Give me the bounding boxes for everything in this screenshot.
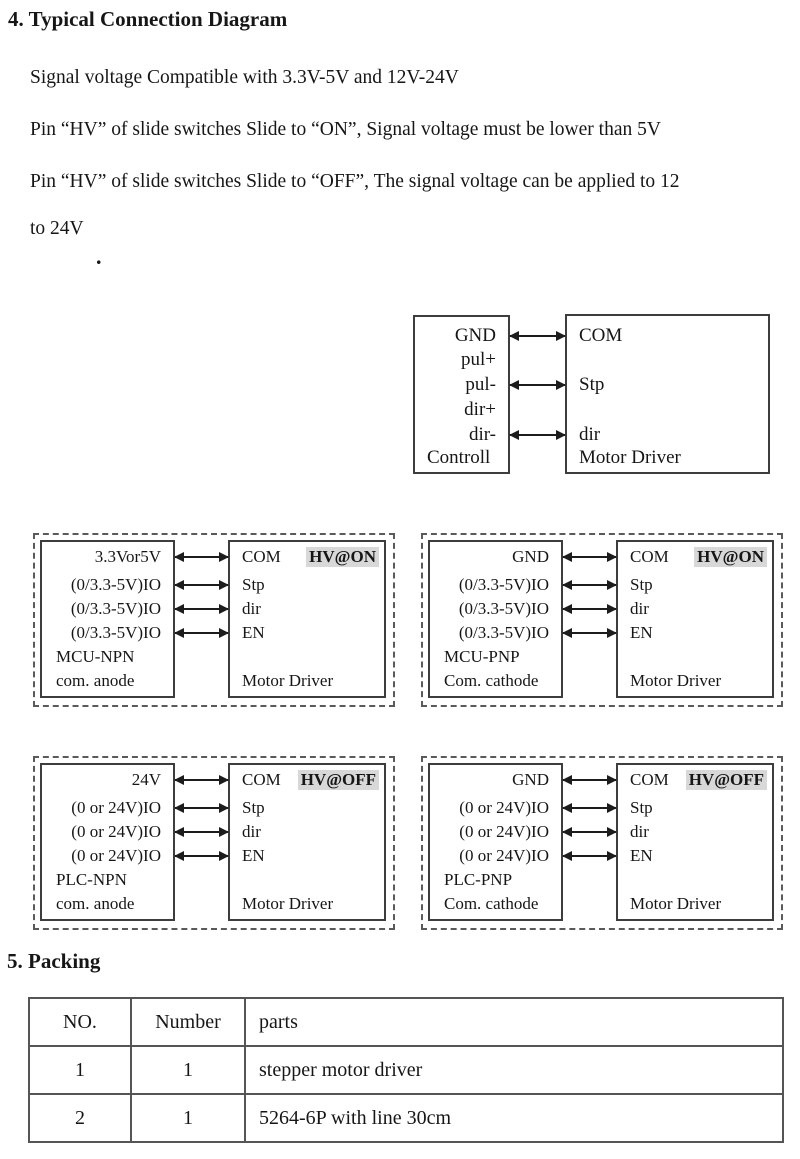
cell-number: 1 bbox=[131, 1094, 245, 1142]
double-arrow-icon bbox=[563, 632, 616, 634]
hv-mode-badge: HV@ON bbox=[306, 547, 379, 567]
cell-parts: 5264-6P with line 30cm bbox=[245, 1094, 783, 1142]
motor-driver-label: Motor Driver bbox=[242, 894, 334, 913]
driver-pin-com: COM bbox=[242, 770, 281, 789]
source-wiring-label: com. anode bbox=[56, 894, 135, 913]
driver-pin-en: EN bbox=[630, 623, 653, 642]
driver-pin-dir: dir bbox=[242, 822, 261, 841]
source-pin: (0 or 24V)IO bbox=[71, 846, 161, 865]
motor-driver-box bbox=[565, 314, 770, 474]
double-arrow-icon bbox=[175, 556, 228, 558]
col-header-parts: parts bbox=[245, 998, 783, 1046]
driver-pin-com: COM bbox=[242, 547, 281, 566]
driver-pin-com: COM bbox=[579, 325, 623, 346]
table-header-row bbox=[29, 998, 783, 1046]
source-pin: (0/3.3-5V)IO bbox=[458, 599, 549, 618]
diagram-plc-pnp bbox=[421, 756, 783, 930]
double-arrow-icon bbox=[563, 831, 616, 833]
source-box bbox=[40, 540, 175, 698]
double-arrow-icon bbox=[175, 584, 228, 586]
controller-pin-pul-plus: pul+ bbox=[461, 349, 496, 370]
source-pin: (0/3.3-5V)IO bbox=[458, 575, 549, 594]
source-box bbox=[428, 763, 563, 921]
double-arrow-icon bbox=[510, 384, 565, 386]
source-box bbox=[40, 763, 175, 921]
source-pin: (0/3.3-5V)IO bbox=[458, 623, 549, 642]
source-box bbox=[428, 540, 563, 698]
motor-driver-label: Motor Driver bbox=[630, 894, 722, 913]
source-wiring-label: Com. cathode bbox=[444, 894, 539, 913]
source-wiring-label: com. anode bbox=[56, 671, 135, 690]
source-pin: (0 or 24V)IO bbox=[459, 822, 549, 841]
section5-heading: 5. Packing bbox=[7, 949, 101, 973]
source-pin: (0 or 24V)IO bbox=[71, 798, 161, 817]
double-arrow-icon bbox=[563, 807, 616, 809]
double-arrow-icon bbox=[563, 556, 616, 558]
intro-line: to 24V bbox=[30, 218, 84, 239]
diagram-mcu-npn bbox=[33, 533, 395, 707]
driver-pin-en: EN bbox=[242, 846, 265, 865]
cell-no: 2 bbox=[29, 1094, 131, 1142]
motor-driver-label: Motor Driver bbox=[242, 671, 334, 690]
double-arrow-icon bbox=[175, 608, 228, 610]
driver-pin-stp: Stp bbox=[630, 575, 653, 594]
motor-driver-box bbox=[228, 540, 386, 698]
controller-box bbox=[413, 315, 510, 474]
source-type-label: MCU-NPN bbox=[56, 647, 135, 666]
double-arrow-icon bbox=[175, 807, 228, 809]
driver-pin-com: COM bbox=[630, 770, 669, 789]
driver-pin-stp: Stp bbox=[242, 575, 265, 594]
intro-line: Pin “HV” of slide switches Slide to “OFF”, The signal voltage can be applied to 12 bbox=[30, 171, 680, 192]
source-pin: (0/3.3-5V)IO bbox=[70, 575, 161, 594]
source-pin: (0/3.3-5V)IO bbox=[70, 599, 161, 618]
table-row bbox=[29, 1094, 783, 1142]
source-pin: (0 or 24V)IO bbox=[459, 798, 549, 817]
hv-mode-badge: HV@OFF bbox=[686, 770, 767, 790]
source-type-label: PLC-PNP bbox=[444, 870, 513, 889]
motor-driver-box bbox=[616, 763, 774, 921]
source-pin: (0 or 24V)IO bbox=[459, 846, 549, 865]
controller-box-label: Controll bbox=[427, 447, 491, 468]
double-arrow-icon bbox=[510, 335, 565, 337]
hv-mode-badge: HV@OFF bbox=[298, 770, 379, 790]
driver-pin-stp: Stp bbox=[579, 374, 605, 395]
source-type-label: MCU-PNP bbox=[444, 647, 520, 666]
motor-driver-box bbox=[228, 763, 386, 921]
cell-number: 1 bbox=[131, 1046, 245, 1094]
driver-pin-com: COM bbox=[630, 547, 669, 566]
source-pin: 24V bbox=[131, 770, 161, 789]
col-header-number: Number bbox=[131, 998, 245, 1046]
motor-driver-box bbox=[616, 540, 774, 698]
double-arrow-icon bbox=[175, 855, 228, 857]
source-pin: GND bbox=[512, 770, 549, 789]
motor-driver-label: Motor Driver bbox=[579, 447, 681, 468]
double-arrow-icon bbox=[563, 608, 616, 610]
driver-pin-dir: dir bbox=[242, 599, 261, 618]
double-arrow-icon bbox=[510, 434, 565, 436]
double-arrow-icon bbox=[563, 779, 616, 781]
driver-pin-en: EN bbox=[242, 623, 265, 642]
double-arrow-icon bbox=[175, 779, 228, 781]
diagram-mcu-pnp bbox=[421, 533, 783, 707]
controller-pin-pul-minus: pul- bbox=[465, 374, 496, 395]
source-pin: GND bbox=[512, 547, 549, 566]
diagram-plc-npn bbox=[33, 756, 395, 930]
stray-period: . bbox=[96, 244, 102, 269]
source-pin: 3.3Vor5V bbox=[94, 547, 161, 566]
source-pin: (0 or 24V)IO bbox=[71, 822, 161, 841]
source-type-label: PLC-NPN bbox=[56, 870, 127, 889]
table-row bbox=[29, 1046, 783, 1094]
intro-line: Signal voltage Compatible with 3.3V-5V and 12V-24V bbox=[30, 67, 459, 88]
driver-pin-dir: dir bbox=[630, 599, 649, 618]
double-arrow-icon bbox=[563, 855, 616, 857]
cell-parts: stepper motor driver bbox=[245, 1046, 783, 1094]
source-wiring-label: Com. cathode bbox=[444, 671, 539, 690]
controller-pin-dir-minus: dir- bbox=[468, 424, 496, 445]
controller-pin-dir-plus: dir+ bbox=[464, 399, 496, 420]
section4-heading: 4. Typical Connection Diagram bbox=[8, 7, 288, 31]
driver-pin-dir: dir bbox=[630, 822, 649, 841]
source-pin: (0/3.3-5V)IO bbox=[70, 623, 161, 642]
driver-pin-stp: Stp bbox=[242, 798, 265, 817]
hv-mode-badge: HV@ON bbox=[694, 547, 767, 567]
controller-pin-gnd: GND bbox=[454, 325, 496, 346]
double-arrow-icon bbox=[175, 632, 228, 634]
intro-line: Pin “HV” of slide switches Slide to “ON”, Signal voltage must be lower than 5V bbox=[30, 119, 661, 140]
packing-table bbox=[28, 997, 784, 1143]
double-arrow-icon bbox=[563, 584, 616, 586]
col-header-no: NO. bbox=[29, 998, 131, 1046]
double-arrow-icon bbox=[175, 831, 228, 833]
cell-no: 1 bbox=[29, 1046, 131, 1094]
driver-pin-en: EN bbox=[630, 846, 653, 865]
motor-driver-label: Motor Driver bbox=[630, 671, 722, 690]
driver-pin-stp: Stp bbox=[630, 798, 653, 817]
driver-pin-dir: dir bbox=[579, 424, 601, 445]
